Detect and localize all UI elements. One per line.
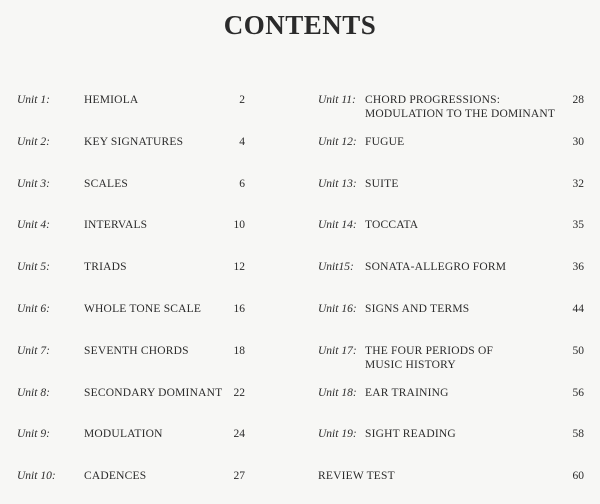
unit-title <box>84 469 224 483</box>
unit-number: Unit 13: <box>318 178 357 190</box>
unit-title-line: MODULATION TO THE DOMINANT <box>365 108 556 120</box>
unit-number: Unit 8: <box>17 387 50 399</box>
unit-title <box>365 302 555 316</box>
unit-number: Unit 4: <box>17 219 50 231</box>
page-number: 60 <box>572 470 584 482</box>
unit-title-line: REVIEW TEST <box>318 470 395 482</box>
unit-number: Unit 1: <box>17 94 50 106</box>
unit-number: Unit 12: <box>318 136 357 148</box>
unit-title-line: SECONDARY DOMINANT <box>84 387 223 399</box>
unit-number: Unit 9: <box>17 428 50 440</box>
unit-title <box>84 93 224 107</box>
page-number: 16 <box>233 303 245 315</box>
page-number: 12 <box>233 261 245 273</box>
page-number: 58 <box>572 428 584 440</box>
unit-title <box>365 260 555 274</box>
unit-number: Unit 2: <box>17 136 50 148</box>
unit-title-line: TOCCATA <box>365 219 419 231</box>
unit-title <box>365 93 555 121</box>
unit-title-line: SEVENTH CHORDS <box>84 345 189 357</box>
unit-number: Unit 7: <box>17 345 50 357</box>
page-number: 28 <box>572 94 584 106</box>
unit-title <box>365 386 555 400</box>
unit-title <box>84 386 224 400</box>
unit-title <box>365 177 555 191</box>
page-title: CONTENTS <box>223 10 377 40</box>
unit-title <box>365 344 555 372</box>
page-number: 35 <box>572 219 584 231</box>
unit-title-line: INTERVALS <box>84 219 148 231</box>
unit-title-line: SUITE <box>365 178 399 190</box>
unit-title-line: CHORD PROGRESSIONS: <box>365 94 501 106</box>
unit-title-line: THE FOUR PERIODS OF <box>365 345 494 357</box>
page-number: 22 <box>233 387 245 399</box>
unit-number: Unit 18: <box>318 387 357 399</box>
unit-title-line: FUGUE <box>365 136 405 148</box>
page-number: 4 <box>239 136 245 148</box>
unit-number: Unit 19: <box>318 428 357 440</box>
unit-title <box>84 302 224 316</box>
unit-title-line: KEY SIGNATURES <box>84 136 184 148</box>
page-number: 6 <box>239 178 245 190</box>
page-number: 2 <box>239 94 245 106</box>
unit-title-line: HEMIOLA <box>84 94 139 106</box>
unit-title-line: SIGHT READING <box>365 428 456 440</box>
unit-title-line: SIGNS AND TERMS <box>365 303 470 315</box>
page-number: 27 <box>233 470 245 482</box>
unit-title-line: SCALES <box>84 178 129 190</box>
unit-title-line: MUSIC HISTORY <box>365 359 456 371</box>
unit-title-line: WHOLE TONE SCALE <box>84 303 202 315</box>
page-number: 30 <box>572 136 584 148</box>
unit-title <box>365 427 555 441</box>
unit-title <box>318 469 508 483</box>
unit-title <box>84 427 224 441</box>
unit-title-line: TRIADS <box>84 261 127 273</box>
page-number: 36 <box>572 261 584 273</box>
unit-title <box>84 135 224 149</box>
unit-title-line: CADENCES <box>84 470 147 482</box>
unit-number: Unit15: <box>318 261 354 273</box>
unit-number: Unit 10: <box>17 470 56 482</box>
unit-title <box>84 177 224 191</box>
unit-number: Unit 14: <box>318 219 357 231</box>
unit-title-line: MODULATION <box>84 428 163 440</box>
unit-number: Unit 3: <box>17 178 50 190</box>
unit-number: Unit 5: <box>17 261 50 273</box>
unit-number: Unit 6: <box>17 303 50 315</box>
page-number: 24 <box>233 428 245 440</box>
page-number: 50 <box>572 345 584 357</box>
page-number: 44 <box>572 303 584 315</box>
unit-number: Unit 16: <box>318 303 357 315</box>
unit-title <box>365 135 555 149</box>
page-number: 56 <box>572 387 584 399</box>
unit-number: Unit 17: <box>318 345 357 357</box>
page-number: 18 <box>233 345 245 357</box>
unit-title-line: EAR TRAINING <box>365 387 449 399</box>
page-number: 32 <box>572 178 584 190</box>
unit-number: Unit 11: <box>318 94 356 106</box>
unit-title <box>84 218 224 232</box>
unit-title-line: SONATA-ALLEGRO FORM <box>365 261 507 273</box>
unit-title <box>365 218 555 232</box>
page-number: 10 <box>233 219 245 231</box>
unit-title <box>84 344 224 358</box>
unit-title <box>84 260 224 274</box>
